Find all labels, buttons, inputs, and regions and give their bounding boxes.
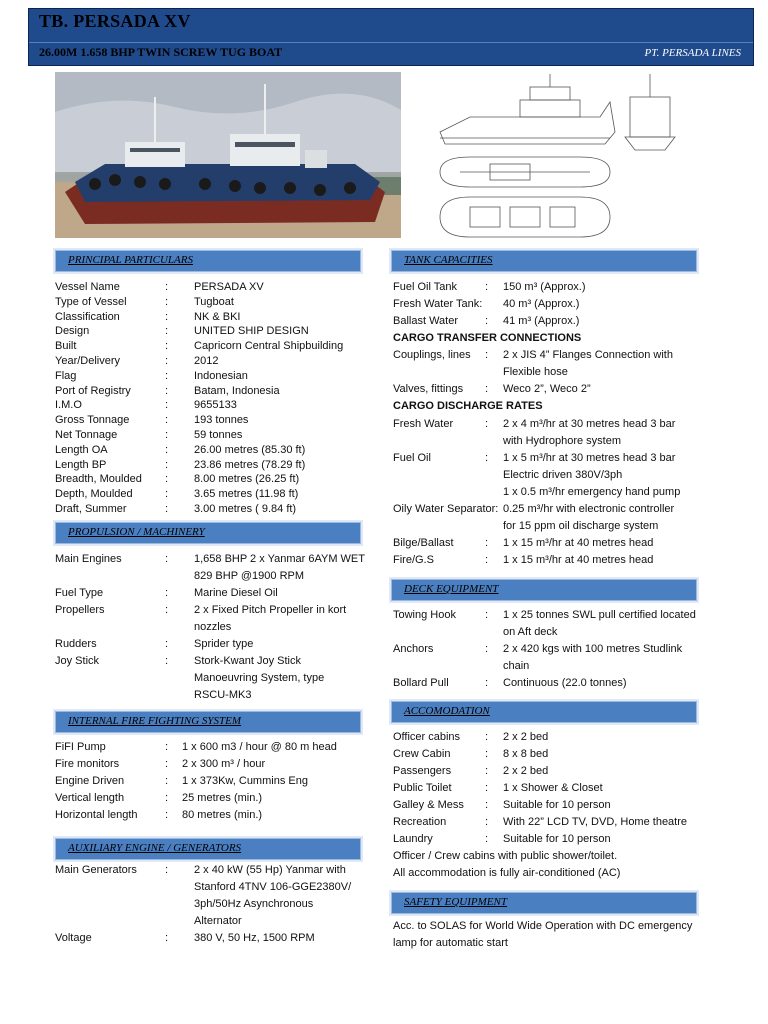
company-name: PT. PERSADA LINES: [644, 47, 741, 59]
row-label: Depth, Moulded: [55, 488, 133, 501]
row-label: Anchors: [393, 643, 434, 655]
section-safety-equipment: [391, 892, 697, 914]
row-value: Capricorn Central Shipbuilding: [194, 340, 344, 353]
row-label: Fresh Water: [393, 418, 454, 430]
row-value: Flexible hose: [503, 366, 568, 378]
row-label: Ballast Water: [393, 315, 459, 327]
row-value: 80 metres (min.): [182, 809, 263, 821]
row-value: RSCU-MK3: [194, 689, 252, 701]
row-colon: :: [485, 452, 489, 464]
row-value: Manoeuvring System, type: [194, 672, 325, 684]
row-label: Couplings, lines: [393, 349, 471, 361]
section-principal-particulars: [55, 250, 361, 272]
row-label: Length OA: [55, 443, 108, 456]
row-value: 2 x 40 kW (55 Hp) Yanmar with: [194, 864, 346, 876]
row-value: Alternator: [194, 915, 242, 927]
row-label: Gross Tonnage: [55, 414, 130, 427]
section-deck-equipment: [391, 579, 697, 601]
row-colon: :: [165, 741, 169, 753]
row-label: Vertical length: [55, 792, 125, 804]
safety-note: lamp for automatic start: [393, 937, 508, 949]
row-label: Design: [55, 325, 90, 338]
row-value: 8 x 8 bed: [503, 748, 549, 760]
row-label: Joy Stick: [55, 655, 100, 667]
row-colon: :: [165, 458, 169, 471]
row-label: Length BP: [55, 458, 107, 471]
row-value: 1 x 600 m3 / hour @ 80 m head: [182, 741, 337, 753]
row-label: Officer cabins: [393, 731, 461, 743]
row-label: Fresh Water Tank:: [393, 298, 483, 310]
row-value: on Aft deck: [503, 626, 558, 638]
row-colon: :: [165, 295, 169, 308]
row-value: With 22” LCD TV, DVD, Home theatre: [503, 816, 688, 828]
row-value: 0.25 m³/hr with electronic controller: [503, 503, 675, 515]
row-value: 1 x 0.5 m³/hr emergency hand pump: [503, 486, 681, 498]
row-value: 3.00 metres ( 9.84 ft): [194, 503, 297, 515]
row-value: 2012: [194, 355, 219, 367]
row-colon: :: [485, 383, 489, 395]
header-divider: [29, 42, 753, 43]
row-value: 25 metres (min.): [182, 792, 263, 804]
row-colon: :: [165, 281, 169, 293]
row-label: Propellers: [55, 604, 105, 616]
row-value: 8.00 metres (26.25 ft): [194, 473, 300, 486]
accom-note: All accommodation is fully air-conditioned (AC): [393, 867, 621, 879]
row-value: 380 V, 50 Hz, 1500 RPM: [194, 932, 315, 944]
row-label: Type of Vessel: [55, 295, 127, 308]
row-label: Main Generators: [55, 864, 137, 876]
row-value: PERSADA XV: [194, 281, 264, 293]
row-colon: :: [165, 503, 169, 515]
row-colon: :: [165, 325, 169, 338]
row-colon: :: [165, 932, 169, 944]
vessel-title: TB. PERSADA XV: [39, 11, 191, 31]
row-label: Vessel Name: [55, 281, 120, 293]
row-colon: :: [485, 765, 489, 777]
section-propulsion: [55, 522, 361, 544]
row-colon: :: [165, 399, 169, 412]
row-value: 2 x JIS 4” Flanges Connection with: [503, 349, 673, 361]
row-value: 2 x 2 bed: [503, 765, 549, 777]
vessel-photo: [55, 72, 401, 238]
row-colon: :: [165, 638, 169, 650]
row-colon: :: [165, 553, 169, 565]
row-value: 2 x Fixed Pitch Propeller in kort: [194, 604, 347, 616]
row-colon: :: [165, 473, 169, 486]
row-value: 1 x 373Kw, Cummins Eng: [182, 775, 308, 787]
accom-note: Officer / Crew cabins with public shower/toilet.: [393, 850, 618, 862]
row-value: Stork-Kwant Joy Stick: [194, 655, 301, 667]
row-label: Year/Delivery: [55, 355, 121, 367]
row-colon: :: [165, 310, 169, 323]
section-title: PROPULSION / MACHINERY: [68, 526, 205, 538]
row-colon: :: [165, 369, 169, 382]
row-value: nozzles: [194, 621, 232, 633]
row-value: 193 tonnes: [194, 414, 249, 427]
row-label: Crew Cabin: [393, 748, 451, 760]
row-value: for 15 ppm oil discharge system: [503, 520, 659, 532]
row-value: Stanford 4TNV 106-GGE2380V/: [194, 881, 352, 893]
row-colon: :: [485, 554, 489, 566]
row-colon: :: [485, 418, 489, 430]
row-value: NK & BKI: [194, 310, 241, 323]
row-value: 2 x 300 m³ / hour: [182, 758, 266, 770]
row-label: Main Engines: [55, 553, 122, 565]
row-colon: :: [165, 655, 169, 667]
row-label: Valves, fittings: [393, 383, 464, 395]
row-value: Suitable for 10 person: [503, 833, 611, 845]
row-colon: :: [485, 677, 489, 689]
row-label: Fuel Oil: [393, 452, 431, 464]
row-value: Electric driven 380V/3ph: [503, 469, 623, 481]
row-value: 2 x 4 m³/hr at 30 metres head 3 bar: [503, 418, 676, 430]
row-colon: :: [485, 748, 489, 760]
section-title: INTERNAL FIRE FIGHTING SYSTEM: [68, 715, 242, 727]
row-value: 1 x 25 tonnes SWL pull certified located: [503, 609, 696, 621]
row-colon: :: [165, 443, 169, 456]
cargo-discharge-heading: CARGO DISCHARGE RATES: [393, 400, 543, 412]
row-value: 40 m³ (Approx.): [503, 298, 580, 310]
row-label: Flag: [55, 369, 77, 382]
row-value: Continuous (22.0 tonnes): [503, 677, 627, 689]
row-colon: :: [165, 604, 169, 616]
section-title: PRINCIPAL PARTICULARS: [68, 254, 193, 266]
row-value: 2 x 2 bed: [503, 731, 549, 743]
row-label: Port of Registry: [55, 384, 131, 397]
row-value: Marine Diesel Oil: [194, 587, 278, 599]
row-colon: :: [485, 643, 489, 655]
row-label: Net Tonnage: [55, 429, 118, 441]
row-label: Fuel Type: [55, 587, 104, 599]
section-tank-capacities: [391, 250, 697, 272]
general-arrangement-drawing: [430, 72, 760, 242]
row-value: 150 m³ (Approx.): [503, 281, 586, 293]
row-value: 41 m³ (Approx.): [503, 315, 580, 327]
section-title: AUXILIARY ENGINE / GENERATORS: [68, 842, 242, 854]
row-label: Engine Driven: [55, 775, 125, 787]
row-colon: :: [485, 833, 489, 845]
row-label: Horizontal length: [55, 809, 138, 821]
section-title: ACCOMODATION: [404, 705, 490, 717]
row-value: 59 tonnes: [194, 429, 243, 441]
row-value: UNITED SHIP DESIGN: [194, 325, 309, 338]
row-label: Oily Water Separator:: [393, 503, 499, 515]
row-colon: :: [485, 537, 489, 549]
row-value: 26.00 metres (85.30 ft): [194, 443, 306, 456]
row-colon: :: [165, 809, 169, 821]
row-colon: :: [165, 775, 169, 787]
section-title: DECK EQUIPMENT: [404, 583, 499, 595]
row-label: Draft, Summer: [55, 503, 127, 515]
row-value: Tugboat: [194, 295, 234, 308]
row-value: Batam, Indonesia: [194, 384, 280, 397]
row-label: Galley & Mess: [393, 799, 464, 811]
row-label: Public Toilet: [393, 782, 452, 794]
row-colon: :: [165, 384, 169, 397]
row-value: 3.65 metres (11.98 ft): [194, 488, 299, 501]
row-label: Classification: [55, 310, 120, 323]
row-colon: :: [165, 355, 169, 367]
row-value: chain: [503, 660, 530, 672]
row-value: 1 x 15 m³/hr at 40 metres head: [503, 554, 654, 566]
row-label: Fire monitors: [55, 758, 120, 770]
row-colon: :: [165, 864, 169, 876]
row-colon: :: [485, 816, 489, 828]
section-fire-fighting: [55, 711, 361, 733]
row-label: Laundry: [393, 833, 433, 845]
row-label: Bilge/Ballast: [393, 537, 454, 549]
row-label: Fuel Oil Tank: [393, 281, 457, 293]
row-value: 2 x 420 kgs with 100 metres Studlink: [503, 643, 683, 655]
row-label: Bollard Pull: [393, 677, 449, 689]
row-label: Recreation: [393, 816, 447, 828]
vessel-subtitle: 26.00M 1.658 BHP TWIN SCREW TUG BOAT: [39, 45, 283, 59]
row-colon: :: [165, 429, 169, 441]
row-label: Fire/G.S: [393, 554, 434, 566]
row-colon: :: [165, 340, 169, 353]
row-value: 23.86 metres (78.29 ft): [194, 458, 306, 471]
row-colon: :: [485, 281, 489, 293]
row-value: 1,658 BHP 2 x Yanmar 6AYM WET: [194, 553, 365, 565]
section-auxiliary: [55, 838, 361, 860]
row-value: Indonesian: [194, 369, 248, 382]
row-value: with Hydrophore system: [503, 435, 621, 447]
row-value: 829 BHP @1900 RPM: [194, 570, 305, 582]
row-value: Suitable for 10 person: [503, 799, 611, 811]
row-colon: :: [165, 488, 169, 501]
safety-note: Acc. to SOLAS for World Wide Operation with DC emergency: [393, 920, 693, 932]
row-label: I.M.O: [55, 399, 82, 412]
row-label: Built: [55, 340, 77, 353]
row-value: 1 x 5 m³/hr at 30 metres head 3 bar: [503, 452, 676, 464]
row-colon: :: [165, 758, 169, 770]
row-value: 3ph/50Hz Asynchronous: [194, 898, 314, 910]
row-colon: :: [165, 792, 169, 804]
row-colon: :: [165, 587, 169, 599]
row-colon: :: [485, 609, 489, 621]
row-label: FiFI Pump: [55, 741, 106, 753]
section-title: TANK CAPACITIES: [404, 254, 493, 266]
row-label: Rudders: [55, 638, 97, 650]
row-label: Passengers: [393, 765, 452, 777]
row-colon: :: [485, 349, 489, 361]
row-label: Breadth, Moulded: [55, 473, 142, 486]
row-value: 1 x 15 m³/hr at 40 metres head: [503, 537, 654, 549]
header-banner: [28, 8, 754, 66]
row-colon: :: [485, 731, 489, 743]
row-value: Weco 2”, Weco 2”: [503, 383, 591, 395]
cargo-transfer-heading: CARGO TRANSFER CONNECTIONS: [393, 332, 582, 344]
row-label: Voltage: [55, 932, 92, 944]
row-value: Sprider type: [194, 638, 254, 650]
row-colon: :: [485, 799, 489, 811]
row-colon: :: [485, 782, 489, 794]
row-value: 1 x Shower & Closet: [503, 782, 603, 794]
row-colon: :: [485, 315, 489, 327]
section-accomodation: [391, 701, 697, 723]
row-value: 9655133: [194, 399, 237, 412]
row-colon: :: [165, 414, 169, 427]
row-label: Towing Hook: [393, 609, 456, 621]
section-title: SAFETY EQUIPMENT: [404, 896, 507, 908]
